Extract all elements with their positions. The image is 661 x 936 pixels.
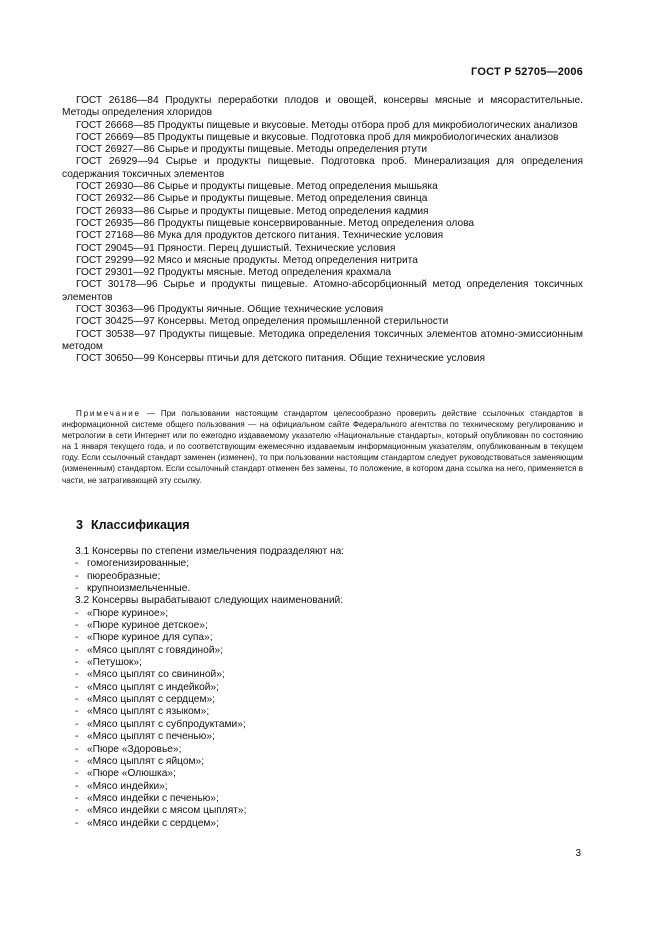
section-title-text: Классификация [90, 518, 190, 532]
page-number: 3 [575, 848, 581, 859]
list-item-text: «Мясо цыплят с сердцем»; [87, 694, 215, 706]
list-item [75, 669, 585, 681]
section-heading [76, 518, 190, 532]
reference-item: ГОСТ 26932—86 Сырье и продукты пищевые. Метод определения свинца [76, 193, 428, 205]
list-item-text: крупноизмельченные. [87, 583, 191, 595]
list-item-text: «Мясо цыплят с печенью»; [87, 731, 215, 743]
list-item-text: «Петушок»; [87, 657, 142, 669]
reference-item: ГОСТ 30538—97 Продукты пищевые. Методика определения токсичных элементов атомно-эмиссионным методом [62, 328, 583, 352]
reference-item: ГОСТ 26935—86 Продукты пищевые консервированные. Метод определения олова [76, 217, 475, 229]
list-item [75, 768, 585, 780]
list-dash: - [75, 657, 79, 669]
clause-3-2: 3.2 Консервы вырабатывают следующих наименований: [75, 595, 344, 607]
list-item-text: «Пюре куриное детское»; [87, 620, 208, 632]
note-paragraph [62, 408, 583, 486]
list-item [75, 632, 585, 644]
list-item-text: «Мясо цыплят с говядиной»; [87, 644, 224, 656]
list-item-text: «Мясо индейки с печенью»; [87, 792, 219, 804]
list-item [75, 818, 585, 830]
list-dash: - [75, 694, 79, 706]
list-item-text: «Мясо цыплят с языком»; [87, 706, 210, 718]
reference-item: ГОСТ 30178—96 Сырье и продукты пищевые. Атомно-абсорбционный метод определения токсичных элементов [62, 279, 583, 303]
reference-item: ГОСТ 26933—86 Сырье и продукты пищевые. Метод определения кадмия [76, 205, 429, 217]
list-item-text: пюреобразные; [87, 570, 161, 582]
reference-item: ГОСТ 30650—99 Консервы птичьи для детского питания. Общие технические условия [76, 353, 485, 365]
list-dash: - [75, 706, 79, 718]
list-item-text: «Пюре «Олюшка»; [87, 768, 176, 780]
list-dash: - [75, 817, 79, 829]
list-dash: - [75, 780, 79, 792]
list-item [75, 719, 585, 731]
list-dash: - [75, 755, 79, 767]
list-item [75, 781, 585, 793]
list-item [75, 756, 585, 768]
reference-item: ГОСТ 29299—92 Мясо и мясные продукты. Метод определения нитрита [76, 254, 418, 266]
note-text: — При пользовании настоящим стандартом целесообразно проверить действие ссылочных стандартов в информационной системе общего пользования — на официальном сайте Федерального агентства по техническому регулированию и метрологии в сети Интернет или по ежегодно издаваемому указателю «Национальные стандарты», который опубликован по состоянию на 1 января текущего года, и по соответствующим ежемесячно издаваемым информационным указателям, опубликованным в текущем году. Если ссылочный стандарт заменен (изменен), то при пользовании настоящим стандартом следует руководствоваться заменяющим (измененным) стандартом. Если ссылочный стандарт отменен без замены, то положение, в котором дана ссылка на него, применяется в части, не затрагивающей эту ссылку. [62, 409, 583, 485]
list-dash: - [75, 607, 79, 619]
reference-item: ГОСТ 29045—91 Пряности. Перец душистый. Технические условия [76, 242, 396, 254]
list-dash: - [75, 743, 79, 755]
reference-item: ГОСТ 26927—86 Сырье и продукты пищевые. Методы определения ртути [76, 144, 428, 156]
list-item [75, 571, 585, 583]
list-item [75, 620, 585, 632]
list-item-text: «Мясо индейки»; [87, 780, 168, 792]
list-item-text: «Пюре куриное для супа»; [87, 632, 213, 644]
reference-item: ГОСТ 26186—84 Продукты переработки плодов и овощей, консервы мясные и мясорастительные. Методы определения хлоридов [62, 95, 583, 119]
list-item [75, 694, 585, 706]
list-dash: - [75, 768, 79, 780]
list-item [75, 645, 585, 657]
reference-item: ГОСТ 30363—96 Продукты яичные. Общие технические условия [76, 304, 384, 316]
list-dash: - [75, 669, 79, 681]
list-item [75, 657, 585, 669]
list-item [75, 731, 585, 743]
reference-item: ГОСТ 29301—92 Продукты мясные. Метод определения крахмала [76, 267, 392, 279]
list-dash: - [75, 731, 79, 743]
list-dash: - [75, 570, 79, 582]
reference-item: ГОСТ 26669—85 Продукты пищевые и вкусовые. Подготовка проб для микробиологических анализов [76, 131, 559, 143]
list-item-text: «Пюре куриное»; [87, 607, 169, 619]
section-number: 3 [76, 518, 83, 532]
normative-references-list [62, 95, 583, 366]
list-item [75, 744, 585, 756]
list-item [75, 608, 585, 620]
reference-item: ГОСТ 27168—86 Мука для продуктов детского питания. Технические условия [76, 230, 444, 242]
list-item [75, 793, 585, 805]
list-item-text: «Мясо индейки с мясом цыплят»; [87, 805, 247, 817]
list-item-text: «Мясо цыплят с субпродуктами»; [87, 718, 246, 730]
reference-item: ГОСТ 30425—97 Консервы. Метод определения промышленной стерильности [76, 316, 449, 328]
list-item-text: «Пюре «Здоровье»; [87, 743, 182, 755]
reference-item: ГОСТ 26929—94 Сырье и продукты пищевые. Подготовка проб. Минерализация для определения содержания токсичных элементов [62, 156, 583, 180]
clause-3-1: 3.1 Консервы по степени измельчения подразделяют на: [75, 546, 345, 557]
list-dash: - [75, 620, 79, 632]
list-item-text: «Мясо цыплят с индейкой»; [87, 681, 219, 693]
list-item [75, 805, 585, 817]
list-dash: - [75, 805, 79, 817]
list-item [75, 558, 585, 570]
list-item [75, 583, 585, 595]
list-dash: - [75, 681, 79, 693]
list-item-text: «Мясо цыплят с яйцом»; [87, 755, 205, 767]
list-item-text: гомогенизированные; [87, 558, 190, 570]
list-item-text: «Мясо цыплят со свининой»; [87, 669, 225, 681]
classification-body [75, 546, 585, 830]
reference-item: ГОСТ 26930—86 Сырье и продукты пищевые. Метод определения мышьяка [76, 181, 438, 193]
reference-item: ГОСТ 26668—85 Продукты пищевые и вкусовые. Методы отбора проб для микробиологических анализов [76, 119, 578, 131]
list-dash: - [75, 644, 79, 656]
list-dash: - [75, 718, 79, 730]
list-dash: - [75, 792, 79, 804]
list-dash: - [75, 583, 79, 595]
list-dash: - [75, 558, 79, 570]
list-item-text: «Мясо индейки с сердцем»; [87, 817, 219, 829]
note-label: Примечание [76, 409, 141, 418]
list-dash: - [75, 632, 79, 644]
list-item [75, 682, 585, 694]
list-item [75, 706, 585, 718]
document-code-header: ГОСТ Р 52705—2006 [471, 66, 583, 78]
